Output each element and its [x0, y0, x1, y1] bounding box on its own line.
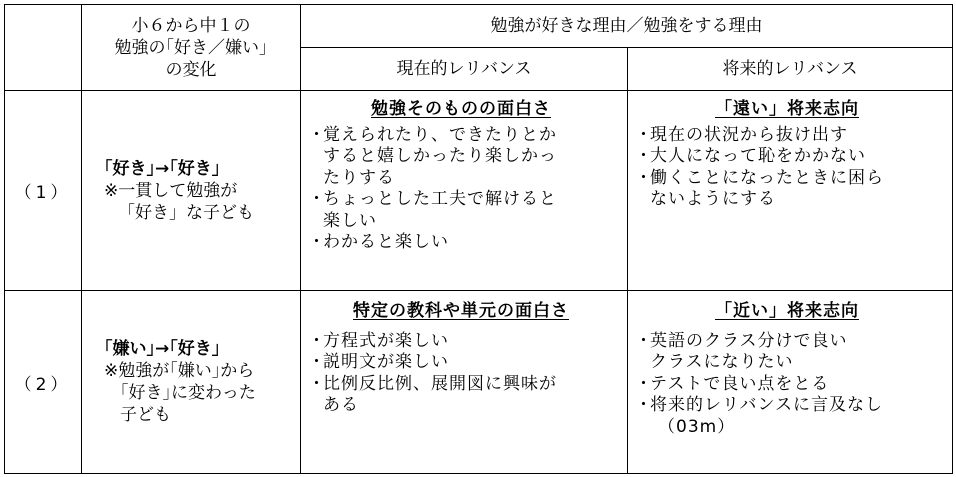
list-item: ・ 働くことになったときに困ら ないようにする — [635, 167, 884, 209]
list-item: ・ わかると楽しい — [308, 232, 449, 252]
header-change-column — [82, 5, 301, 91]
header-reason: 勉強が好きな理由／勉強をする理由 — [301, 5, 953, 48]
bullet-dot: ・ — [308, 124, 326, 145]
table-row — [5, 291, 953, 474]
bullet-dot: ・ — [308, 373, 326, 394]
list-item: ・ ちょっとした工夫で解けると 楽しい — [308, 189, 557, 231]
bullet-dot: ・ — [308, 330, 326, 351]
future-title: 「遠い」将来志向 — [715, 99, 859, 119]
bullet-dot: ・ — [308, 352, 326, 372]
list-item: ・ 大人になって恥をかかない — [635, 146, 866, 166]
header-change-line-3: の変化 — [165, 59, 217, 80]
change-cell — [82, 91, 301, 291]
change-sub-line: 子ども — [120, 405, 171, 425]
table-row — [5, 91, 953, 291]
bullet-dot: ・ — [308, 189, 326, 209]
change-main: ｢嫌い｣→｢好き｣ — [104, 339, 221, 359]
list-item: ・ テストで良い点をとる — [635, 373, 830, 394]
bullet-dot: ・ — [635, 373, 653, 394]
bullet-dot: ・ — [635, 167, 653, 188]
corner-cell — [5, 5, 82, 91]
list-item: ・ 英語のクラス分けで良い クラスになりたい — [635, 330, 848, 372]
change-cell — [82, 291, 301, 474]
current-title: 特定の教科や単元の面白さ — [353, 301, 569, 321]
row-label: （2） — [5, 291, 82, 474]
header-future-relevance: 将来的レリバンス — [628, 48, 953, 91]
list-item: ・ 比例反比例、展開図に興味が ある — [308, 373, 557, 415]
bullet-dot: ・ — [308, 232, 326, 252]
future-title: 「近い」将来志向 — [715, 301, 859, 321]
header-current-relevance: 現在的レリバンス — [301, 48, 628, 91]
list-item: ・ 将来的レリバンスに言及なし （03m） — [635, 395, 883, 437]
row-label: （1） — [5, 91, 82, 291]
bullet-dot: ・ — [635, 330, 653, 351]
bullet-dot: ・ — [635, 146, 653, 166]
change-sub-line: ※一貫して勉強が — [104, 180, 238, 201]
list-item: ・ 覚えられたり、できたりとか すると嬉しかったり楽しかっ たりする — [308, 124, 557, 188]
current-title: 勉強そのものの面白さ — [371, 99, 551, 119]
current-relevance-cell — [301, 291, 628, 474]
list-item: ・ 現在の状況から抜け出す — [635, 124, 848, 145]
change-sub-line: ｢好き｣に変わった — [120, 383, 256, 403]
bullet-dot: ・ — [635, 124, 653, 145]
current-relevance-cell — [301, 91, 628, 291]
header-change-line-1: 小６から中１の — [131, 15, 251, 36]
change-sub-line: 「好き」な子ども — [118, 202, 254, 223]
future-relevance-cell — [628, 291, 953, 474]
header-change-line-2: 勉強の｢好き／嫌い｣ — [114, 37, 268, 58]
list-item: ・ 説明文が楽しい — [308, 352, 449, 372]
relevance-table — [4, 4, 953, 474]
future-relevance-cell — [628, 91, 953, 291]
list-item: ・ 方程式が楽しい — [308, 330, 449, 351]
bullet-dot: ・ — [635, 395, 653, 415]
change-main: ｢好き｣→｢好き｣ — [104, 158, 221, 179]
change-sub-line: ※勉強が｢嫌い｣から — [104, 361, 255, 381]
